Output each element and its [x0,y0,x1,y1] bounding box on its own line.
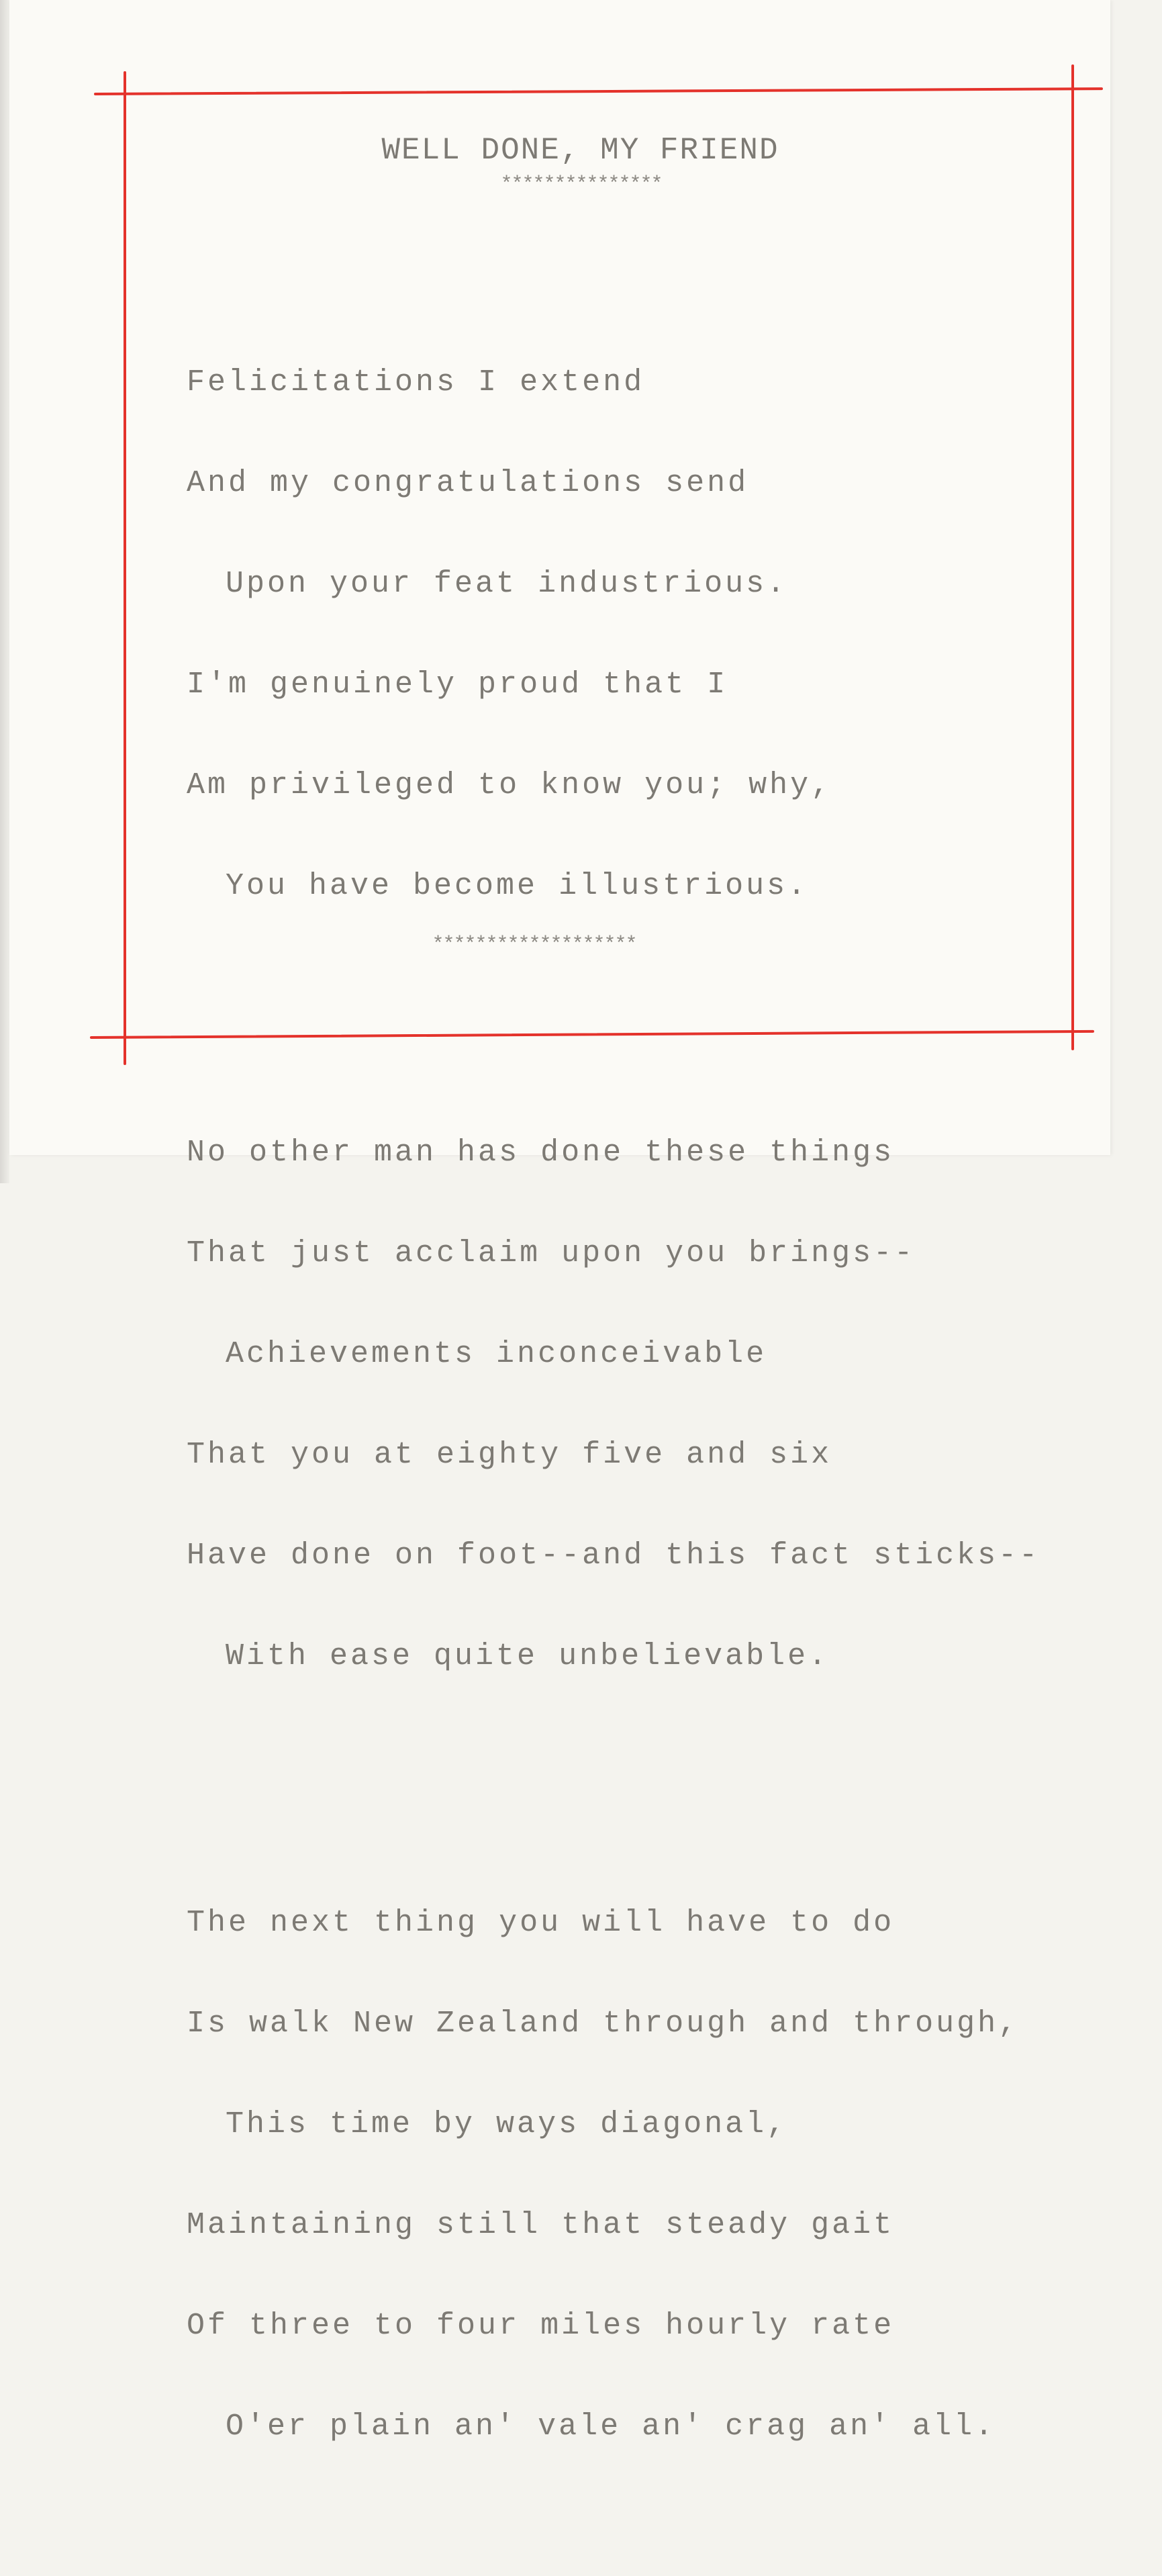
poem-line: That just acclaim upon you brings-- [187,1236,916,1271]
poem-line-indented: O'er plain an' vale an' crag an' all. [226,2409,996,2444]
poem-line: The next thing you will have to do [187,1906,895,1940]
poem-line-indented: With ease quite unbelievable. [226,1639,830,1673]
poem-line: And my congratulations send [187,466,749,500]
stanza-3 [187,1839,1040,2511]
border-rule-left [124,71,126,1065]
stanza-1 [187,299,1040,970]
poem-line: Maintaining still that steady gait [187,2208,895,2242]
border-rule-right [1071,64,1074,1050]
poem-line: Is walk New Zealand through and through, [187,2007,1020,2041]
stanza-2 [187,1069,1040,1741]
poem-line-indented: Upon your feat industrious. [226,567,788,601]
poem-line: I'm genuinely proud that I [187,668,728,702]
poem-line: No other man has done these things [187,1136,895,1170]
title-asterisk-divider: *************** [500,173,662,196]
poem-line: Of three to four miles hourly rate [187,2309,895,2343]
poem-body [187,232,1040,2576]
poem-title: WELL DONE, MY FRIEND [381,133,779,168]
poem-line: Have done on foot--and this fact sticks-- [187,1538,1040,1573]
poem-line-indented: Achievements inconceivable [226,1337,767,1371]
closing-asterisk-divider: ******************* [432,933,636,956]
poem-line: Felicitations I extend [187,365,645,400]
poem-line-indented: You have become illustrious. [226,869,809,903]
poem-line: Am privileged to know you; why, [187,768,832,802]
poem-line: That you at eighty five and six [187,1438,832,1472]
poem-line-indented: This time by ways diagonal, [226,2107,788,2142]
